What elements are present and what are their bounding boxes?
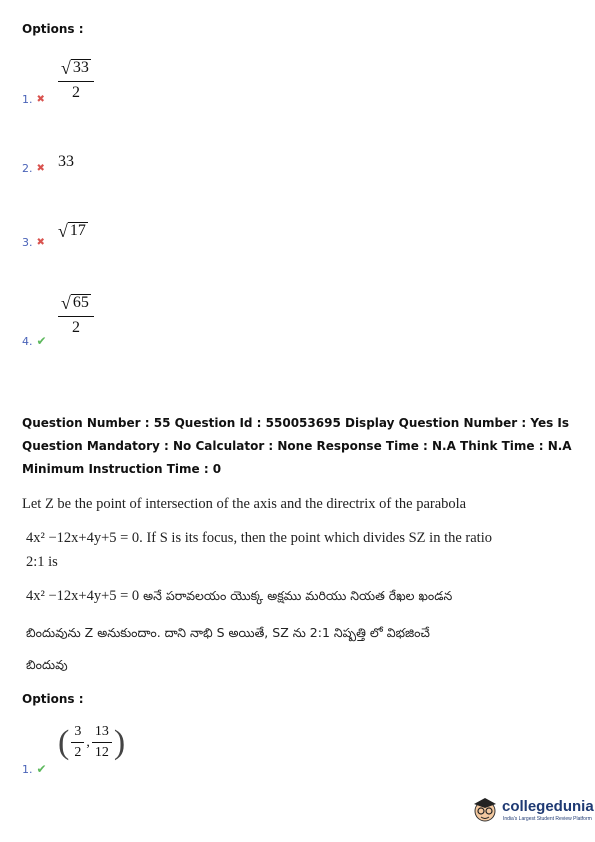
option-number [22, 93, 45, 106]
option-number [22, 762, 47, 776]
logo-text: collegedunia [502, 798, 594, 815]
question-text: If S is its focus, then the point which divides SZ in the ratio [142, 530, 492, 546]
option-3[interactable] [22, 222, 222, 252]
telugu-text-line-2: బిందువును Z అనుకుందాం. దాని నాభి S అయితే, SZ ను 2:1 నిష్పత్తి లో విభజించే [26, 625, 430, 640]
logo-tagline: India's Largest Student Review Platform [503, 816, 592, 822]
option-value [58, 294, 94, 337]
check-mark-icon: ✔ [36, 334, 47, 348]
question-text-line-3: 2:1 is [26, 554, 58, 570]
denominator: 2 [71, 84, 80, 101]
wrong-mark-icon: ✖ [36, 237, 45, 248]
option-number [22, 334, 47, 348]
left-paren-icon: ( [58, 723, 70, 761]
option-value [58, 59, 94, 102]
option-number-label: 4. [22, 334, 33, 348]
question-text-line-1: Let Z be the point of intersection of the axis and the directrix of the parabola [22, 496, 467, 512]
equation: 4x² −12x+4y+5 = 0 [26, 588, 140, 604]
radicand: 65 [72, 294, 89, 311]
denominator: 2 [71, 319, 80, 336]
option-number [22, 162, 45, 175]
sqrt-icon: √ 17 [58, 221, 86, 241]
fraction [71, 724, 84, 761]
equation: 4x² −12x+4y+5 = 0. [26, 530, 143, 546]
numerator: 13 [92, 724, 112, 743]
fraction [92, 724, 112, 761]
option-number-label: 1. [22, 762, 33, 776]
option-number-label: 2. [22, 162, 33, 175]
collegedunia-logo[interactable] [470, 792, 594, 828]
telugu-text: అనే పరావలయం యొక్క అక్షము మరియు నియత రేఖల ఖండన [139, 588, 453, 603]
radicand: 17 [69, 222, 86, 239]
radicand: 33 [72, 59, 89, 76]
option-1[interactable] [22, 722, 222, 780]
option-value: ( $\frac{3}{2}$ , $\frac{13}{12}$ ) [58, 723, 126, 761]
mascot-icon [470, 794, 500, 824]
option-value [58, 222, 88, 242]
option-number-label: 3. [22, 236, 33, 249]
question-meta: Question Number : 55 Question Id : 550053695 Display Question Number : Yes Is Question Mandatory : No Calculator : None Response Time : N.A Think Time : N.A Minimum Instruction Time : 0 [22, 416, 572, 476]
option-4[interactable] [22, 292, 222, 352]
sqrt-icon: √ 33 [61, 58, 89, 78]
denominator: 12 [94, 745, 109, 760]
option-1[interactable] [22, 55, 222, 110]
telugu-text-line-3: బిందువు [26, 657, 68, 672]
options-heading: Options : [22, 22, 84, 36]
check-mark-icon: ✔ [36, 762, 47, 776]
option-2[interactable] [22, 150, 222, 180]
denominator: 2 [74, 745, 82, 760]
sqrt-icon: √ 65 [61, 293, 89, 313]
telugu-text-line-1 [26, 585, 452, 607]
numerator: 3 [71, 724, 84, 743]
question-text-line-2 [26, 530, 492, 547]
wrong-mark-icon: ✖ [36, 94, 45, 105]
options-heading: Options : [22, 692, 84, 706]
option-number-label: 1. [22, 93, 33, 106]
right-paren-icon: ) [113, 723, 126, 761]
wrong-mark-icon: ✖ [36, 163, 45, 174]
option-value: 33 [58, 153, 74, 170]
option-number [22, 236, 45, 249]
